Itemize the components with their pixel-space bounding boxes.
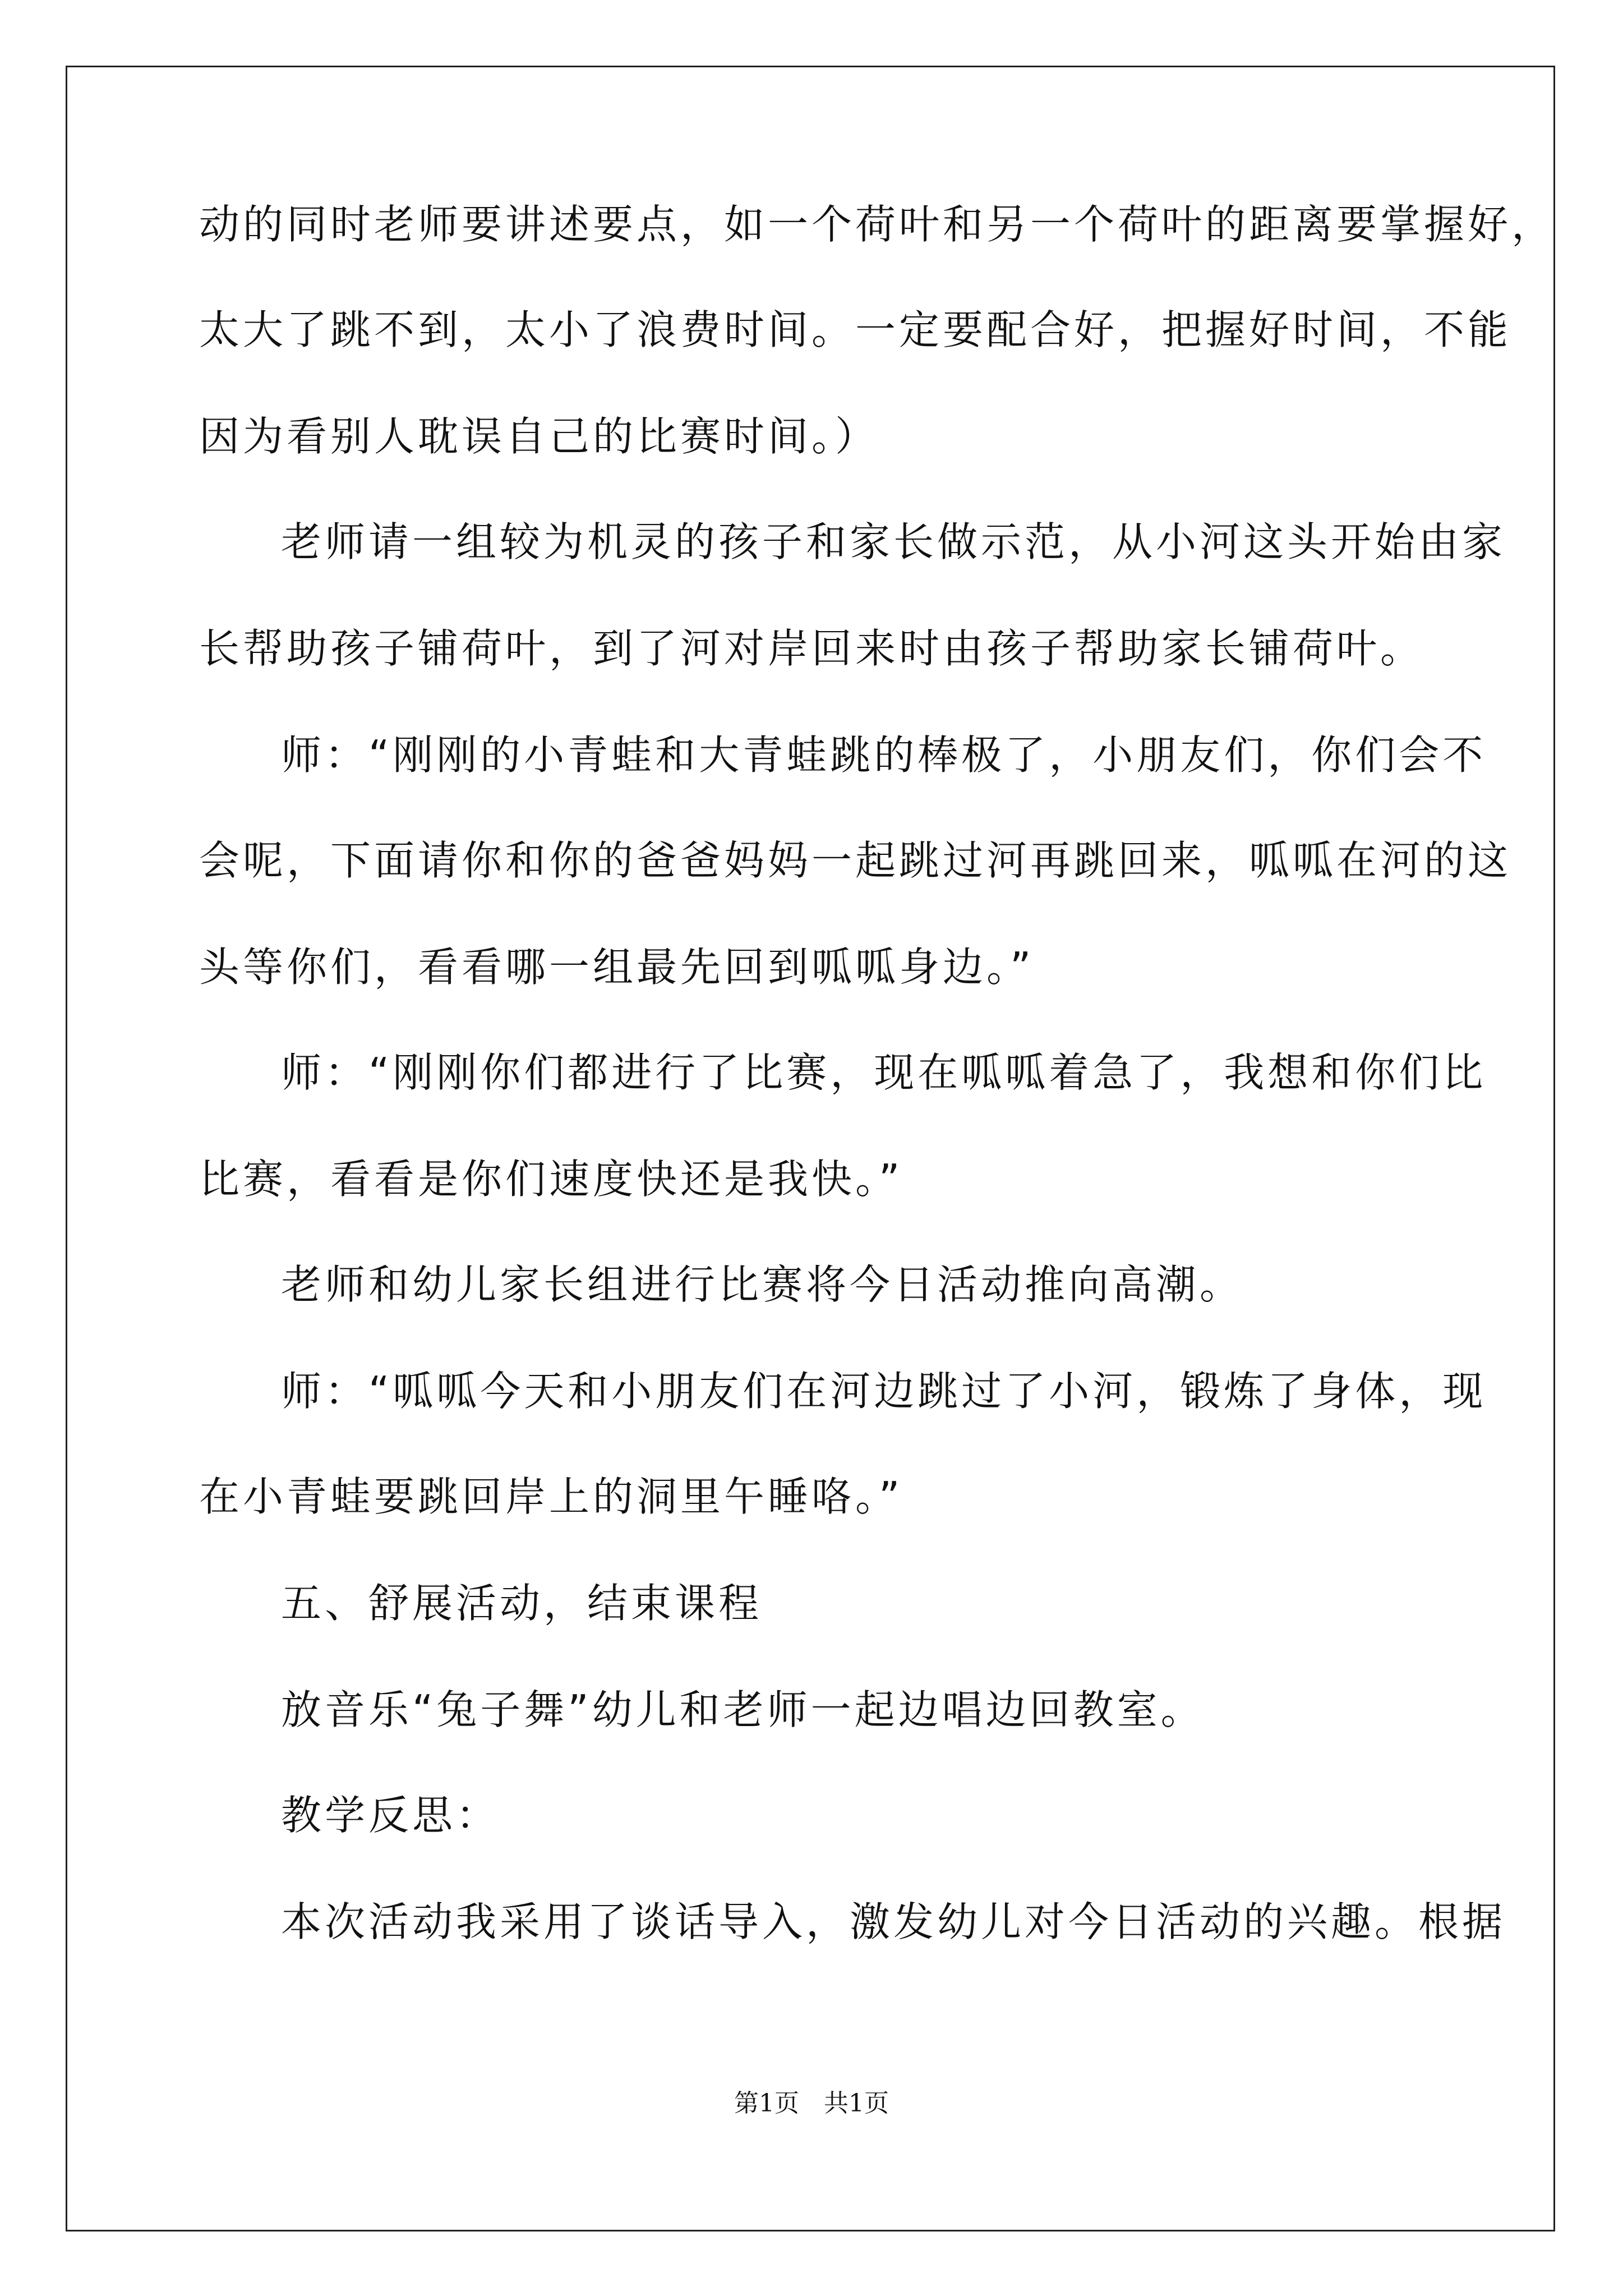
section-heading: 教学反思： [281, 1792, 500, 1839]
paragraph-start-line: 师：“刚刚的小青蛙和大青蛙跳的棒极了，小朋友们，你们会不 [281, 731, 1487, 779]
page-footer: 第1页 共1页 [734, 2089, 889, 2118]
text-line: 头等你们，看看哪一组最先回到呱呱身边。” [199, 944, 1035, 991]
text-line: 在小青蛙要跳回岸上的洞里午睡咯。” [199, 1473, 903, 1520]
text-line: 长帮助孩子铺荷叶，到了河对岸回来时由孩子帮助家长铺荷叶。 [199, 625, 1424, 672]
text-line: 会呢，下面请你和你的爸爸妈妈一起跳过河再跳回来，呱呱在河的这 [199, 837, 1512, 884]
text-line: 动的同时老师要讲述要点，如一个荷叶和另一个荷叶的距离要掌握好， [199, 201, 1556, 248]
paragraph-start-line: 老师和幼儿家长组进行比赛将今日活动推向高潮。 [281, 1261, 1244, 1308]
paragraph-start-line: 老师请一组较为机灵的孩子和家长做示范，从小河这头开始由家 [281, 518, 1506, 565]
paragraph-start-line: 放音乐“兔子舞”幼儿和老师一起边唱边回教室。 [281, 1686, 1205, 1733]
text-line: 太大了跳不到，太小了浪费时间。一定要配合好，把握好时间，不能 [199, 306, 1512, 353]
section-heading: 五、舒展活动，结束课程 [281, 1580, 763, 1627]
text-line: 比赛，看看是你们速度快还是我快。” [199, 1156, 903, 1203]
paragraph-start-line: 师：“呱呱今天和小朋友们在河边跳过了小河，锻炼了身体，现 [281, 1368, 1487, 1415]
paragraph-start-line: 本次活动我采用了谈话导入，激发幼儿对今日活动的兴趣。根据 [281, 1898, 1506, 1945]
text-line: 因为看别人耽误自己的比赛时间。） [199, 413, 879, 460]
paragraph-start-line: 师：“刚刚你们都进行了比赛，现在呱呱着急了，我想和你们比 [281, 1049, 1487, 1096]
